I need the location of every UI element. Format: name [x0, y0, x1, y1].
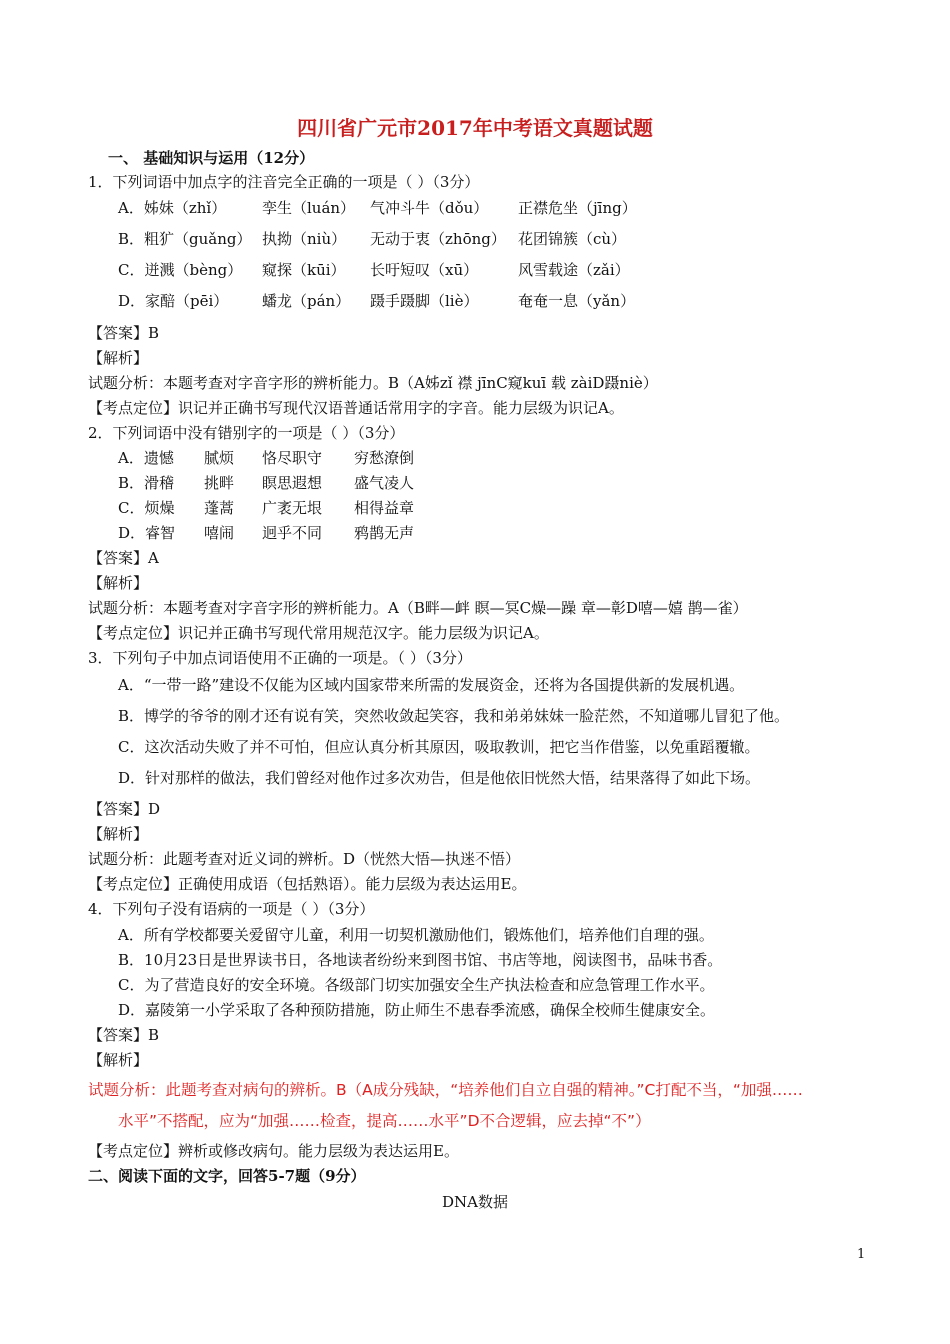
- question-1-option-c: [118, 260, 630, 280]
- question-4-answer: 【答案】B: [88, 1026, 160, 1044]
- question-2-analysis-label: 【解析】: [88, 574, 149, 592]
- option-item: D．睿智: [118, 524, 176, 542]
- question-4-analysis-label: 【解析】: [88, 1051, 149, 1069]
- option-item: 嘻闹: [204, 524, 235, 542]
- question-3-option-c: C．这次活动失败了并不可怕，但应认真分析其原因，吸取教训，把它当作借鉴，以免重蹈覆辙。: [118, 738, 760, 756]
- option-item: 无动于衷（zhōng）: [370, 230, 506, 248]
- question-4-analysis-line-1: 试题分析：此题考查对病句的辨析。B（A成分残缺，“培养他们自立自强的精神。”C打配不当，“加强……: [88, 1081, 803, 1099]
- question-2-option-c: [118, 498, 414, 518]
- question-4-option-a: A．所有学校都要关爱留守儿童，利用一切契机激励他们，锻炼他们，培养他们自理的强。: [118, 926, 714, 944]
- option-item: 蟠龙（pán）: [262, 292, 351, 310]
- option-item: C．烦燥: [118, 499, 175, 517]
- question-3-option-d: D．针对那样的做法，我们曾经对他作过多次劝告，但是他依旧恍然大悟，结果落得了如此下场。: [118, 769, 761, 787]
- section-heading-2: 二、阅读下面的文字，回答5-7题（9分）: [88, 1167, 366, 1185]
- option-item: 相得益章: [354, 499, 415, 517]
- option-item: 广袤无垠: [262, 499, 323, 517]
- option-item: C．迸溅（bèng）: [118, 261, 243, 279]
- option-item: 花团锦簇（cù）: [518, 230, 627, 248]
- question-2-analysis: 试题分析：本题考查对字音字形的辨析能力。A（B畔—衅 瞑—冥C燥—躁 章—彰D嘻—嬉 鹊—雀）: [88, 599, 748, 617]
- question-3-option-b: B．博学的爷爷的刚才还有说有笑，突然收敛起笑容，我和弟弟妹妹一脸茫然，不知道哪儿冒犯了他。: [118, 707, 790, 725]
- option-item: 长吁短叹（xū）: [370, 261, 479, 279]
- question-2-point: 【考点定位】识记并正确书写现代常用规范汉字。能力层级为识记A。: [88, 624, 549, 642]
- question-2-stem: 2．下列词语中没有错别字的一项是（ ）（3分）: [88, 424, 405, 442]
- option-item: 鸦鹊无声: [354, 524, 415, 542]
- option-item: A．遗憾: [118, 449, 174, 467]
- section-heading-1: 一、 基础知识与运用（12分）: [108, 149, 315, 167]
- option-item: 蹑手蹑脚（liè）: [370, 292, 479, 310]
- question-4-point: 【考点定位】辨析或修改病句。能力层级为表达运用E。: [88, 1142, 459, 1160]
- option-item: B．粗犷（guǎng）: [118, 230, 252, 248]
- question-1-analysis: 试题分析：本题考查对字音字形的辨析能力。B（A姊zǐ 襟 jīnC窥kuī 载 zàiD蹑niè）: [88, 374, 658, 392]
- question-1-analysis-label: 【解析】: [88, 349, 149, 367]
- document-title: 四川省广元市2017年中考语文真题试题: [297, 116, 653, 140]
- question-2-option-b: [118, 473, 414, 493]
- option-item: 窥探（kūi）: [262, 261, 346, 279]
- question-4-option-b: B．10月23日是世界读书日，各地读者纷纷来到图书馆、书店等地，阅读图书，品味书香。: [118, 951, 723, 969]
- option-item: 挑畔: [204, 474, 235, 492]
- option-item: 穷愁潦倒: [354, 449, 415, 467]
- option-item: 正襟危坐（jīng）: [518, 199, 637, 217]
- question-4-analysis-line-2: 水平”不搭配，应为“加强……检查，提高……水平”D不合逻辑，应去掉“不”）: [118, 1112, 651, 1130]
- passage-title: DNA数据: [442, 1193, 508, 1211]
- question-3-analysis: 试题分析：此题考查对近义词的辨析。D（恍然大悟—执迷不悟）: [88, 850, 521, 868]
- option-item: 气冲斗牛（dǒu）: [370, 199, 489, 217]
- question-2-option-d: [118, 523, 414, 543]
- question-1-option-a: [118, 198, 637, 218]
- question-3-option-a: A．“一带一路”建设不仅能为区域内国家带来所需的发展资金，还将为各国提供新的发展机遇。: [118, 676, 745, 694]
- question-3-point: 【考点定位】正确使用成语（包括熟语）。能力层级为表达运用E。: [88, 875, 527, 893]
- question-2-option-a: [118, 448, 414, 468]
- option-item: 奄奄一息（yǎn）: [518, 292, 636, 310]
- option-item: A．姊妹（zhǐ）: [118, 199, 227, 217]
- option-item: 孪生（luán）: [262, 199, 356, 217]
- question-2-answer: 【答案】A: [88, 549, 159, 567]
- question-3-answer: 【答案】D: [88, 800, 161, 818]
- option-item: 盛气凌人: [354, 474, 415, 492]
- question-1-option-b: [118, 229, 626, 249]
- question-3-stem: 3．下列句子中加点词语使用不正确的一项是。（ ）（3分）: [88, 649, 472, 667]
- question-1-point: 【考点定位】识记并正确书写现代汉语普通话常用字的字音。能力层级为识记A。: [88, 399, 624, 417]
- question-4-option-c: C．为了营造良好的安全环境。各级部门切实加强安全生产执法检查和应急管理工作水平。: [118, 976, 715, 994]
- option-item: 蓬蒿: [204, 499, 235, 517]
- question-1-option-d: [118, 291, 635, 311]
- option-item: 风雪载途（zǎi）: [518, 261, 630, 279]
- option-item: 执拗（niù）: [262, 230, 347, 248]
- option-item: D．家醅（pēi）: [118, 292, 229, 310]
- question-4-stem: 4．下列句子没有语病的一项是（ ）（3分）: [88, 900, 375, 918]
- option-item: 腻烦: [204, 449, 235, 467]
- option-item: 迥乎不同: [262, 524, 323, 542]
- page-number: 1: [857, 1247, 866, 1262]
- option-item: B．滑稽: [118, 474, 175, 492]
- question-1-stem: 1．下列词语中加点字的注音完全正确的一项是（ ）（3分）: [88, 173, 480, 191]
- question-4-option-d: D．嘉陵第一小学采取了各种预防措施，防止师生不患春季流感，确保全校师生健康安全。: [118, 1001, 716, 1019]
- option-item: 恪尽职守: [262, 449, 323, 467]
- question-1-answer: 【答案】B: [88, 324, 160, 342]
- option-item: 瞑思遐想: [262, 474, 323, 492]
- question-3-analysis-label: 【解析】: [88, 825, 149, 843]
